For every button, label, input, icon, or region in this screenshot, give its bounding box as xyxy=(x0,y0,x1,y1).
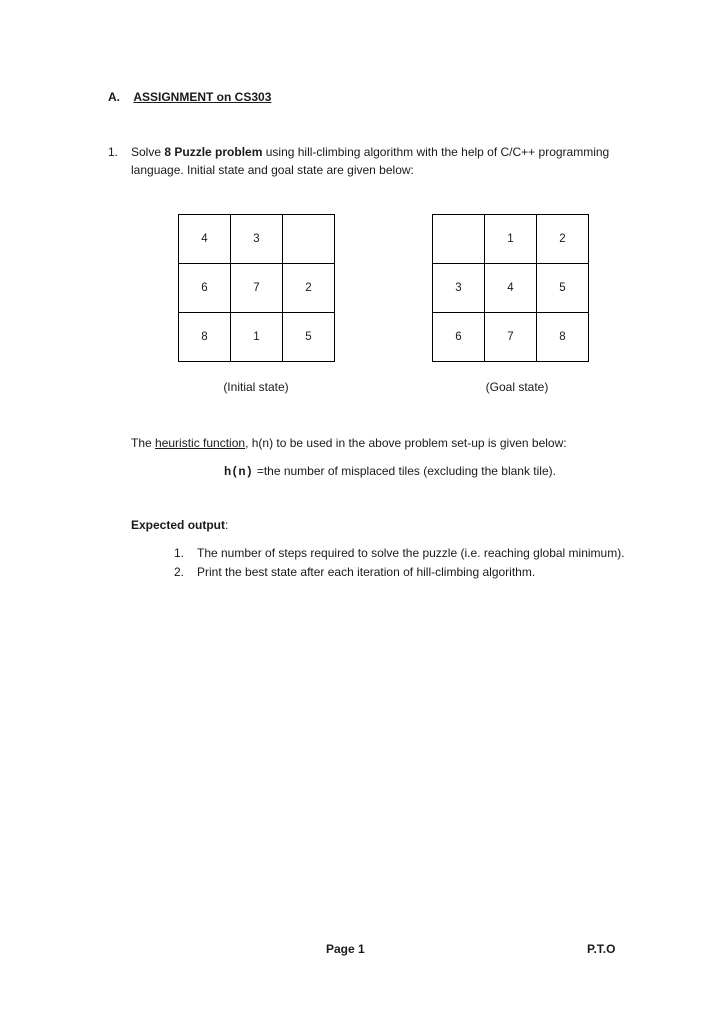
expected-output-colon: : xyxy=(225,518,229,532)
please-turn-over: P.T.O xyxy=(587,942,616,956)
heuristic-function-term: heuristic function xyxy=(155,436,246,450)
expected-output-heading xyxy=(131,516,228,534)
goal-cell xyxy=(433,215,485,264)
question-bold: 8 Puzzle problem xyxy=(164,145,263,159)
section-title: ASSIGNMENT on CS303 xyxy=(133,90,272,104)
formula-text: =the number of misplaced tiles (excluding the blank tile). xyxy=(256,464,556,478)
initial-cell: 8 xyxy=(179,313,231,362)
question-prefix: Solve xyxy=(131,145,165,159)
heuristic-suffix: , h(n) to be used in the above problem set-up is given below: xyxy=(245,436,567,450)
formula-code: h(n) xyxy=(224,465,253,479)
list-item-number: 2. xyxy=(174,565,185,579)
goal-cell: 4 xyxy=(485,264,537,313)
initial-cell: 4 xyxy=(179,215,231,264)
section-letter: A. xyxy=(108,90,120,104)
goal-cell: 1 xyxy=(485,215,537,264)
initial-cell: 2 xyxy=(283,264,335,313)
list-item: The number of steps required to solve the puzzle (i.e. reaching global minimum). xyxy=(197,546,625,560)
initial-cell: 1 xyxy=(231,313,283,362)
initial-cell: 5 xyxy=(283,313,335,362)
question-line-1 xyxy=(131,143,609,161)
initial-cell: 6 xyxy=(179,264,231,313)
initial-cell xyxy=(283,215,335,264)
initial-state-caption: (Initial state) xyxy=(223,380,289,394)
goal-cell: 7 xyxy=(485,313,537,362)
section-heading xyxy=(108,88,271,106)
initial-state-grid xyxy=(178,214,335,362)
initial-cell: 7 xyxy=(231,264,283,313)
goal-state-caption: (Goal state) xyxy=(485,380,549,394)
goal-cell: 8 xyxy=(537,313,589,362)
page-number: Page 1 xyxy=(326,942,365,956)
list-item-number: 1. xyxy=(174,546,185,560)
goal-cell: 3 xyxy=(433,264,485,313)
heuristic-line xyxy=(131,434,567,452)
question-line-2: language. Initial state and goal state are given below: xyxy=(131,163,414,177)
goal-cell: 2 xyxy=(537,215,589,264)
heuristic-formula xyxy=(224,462,556,481)
list-item: Print the best state after each iteration of hill-climbing algorithm. xyxy=(197,565,536,579)
question-number: 1. xyxy=(108,145,119,159)
initial-cell: 3 xyxy=(231,215,283,264)
question-suffix: using hill-climbing algorithm with the help of C/C++ programming xyxy=(262,145,610,159)
goal-cell: 6 xyxy=(433,313,485,362)
goal-cell: 5 xyxy=(537,264,589,313)
heuristic-prefix: The xyxy=(131,436,156,450)
expected-output-label: Expected output xyxy=(131,518,226,532)
goal-state-grid xyxy=(432,214,589,362)
